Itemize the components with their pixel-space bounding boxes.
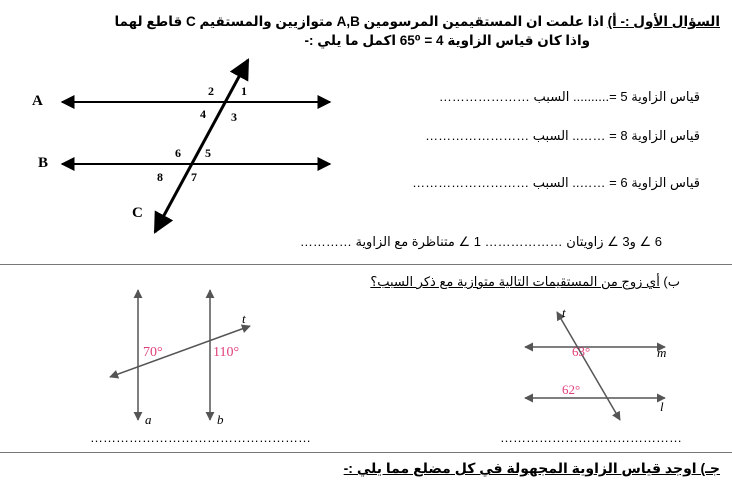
angle-4-label: 4 <box>200 107 206 121</box>
label-b: b <box>217 412 224 427</box>
angle-1-label: 1 <box>241 84 247 98</box>
angle-63: 63° <box>572 344 591 359</box>
label-l: l <box>660 399 664 414</box>
transversal-t-b2 <box>557 312 620 420</box>
angle-7-label: 7 <box>191 170 197 184</box>
label-line-b: B <box>38 155 49 171</box>
angle-70: 70° <box>143 345 163 360</box>
angle-5-label: 5 <box>205 146 211 160</box>
label-line-a: A <box>32 93 43 109</box>
answer-blank-right[interactable]: …………………………………… <box>500 430 682 445</box>
item-angle-8: قياس الزاوية 8 = …….. السبب …………………… <box>425 128 700 143</box>
question-title-line2: واذا كان قياس الزاوية 4 = 65⁰ اكمل ما يلي :- <box>304 33 590 48</box>
label-line-c: C <box>132 205 143 221</box>
angle-8-label: 8 <box>157 170 163 184</box>
item-angle-6: قياس الزاوية 6 = …….. السبب ……………………… <box>412 175 700 190</box>
question-text: اذا علمت ان المستقيمين المرسومين A,B متوازيين والمستقيم C قاطع لهما <box>114 14 608 29</box>
answer-blank-left[interactable]: …………………………………………… <box>90 430 311 445</box>
angle-2-label: 2 <box>208 84 214 98</box>
question-number: السؤال الأول :- أ) <box>607 14 720 29</box>
angle-110: 110° <box>213 345 240 360</box>
item-angle-5: قياس الزاوية 5 =.......... السبب ………………… <box>438 89 700 104</box>
item-angle-pairs: 6 ∠ و3 ∠ زاويتان ……………… 1 ∠ متناظرة مع الزاوية ………… <box>299 234 662 249</box>
angle-6-label: 6 <box>175 146 181 160</box>
part-b-title: ب) أي زوج من المستقيمات التالية متوازية مع ذكر السبب؟ <box>370 274 680 289</box>
angle-62: 62° <box>562 382 581 397</box>
label-a: a <box>145 412 152 427</box>
label-m: m <box>657 345 667 360</box>
divider-2 <box>0 452 732 453</box>
label-t-1: t <box>242 311 246 326</box>
part-c-title: جـ) اوجد قياس الزاوية المجهولة في كل مضلع مما يلي :- <box>343 460 720 476</box>
angle-3-label: 3 <box>231 110 237 124</box>
label-t-2: t <box>562 305 566 320</box>
